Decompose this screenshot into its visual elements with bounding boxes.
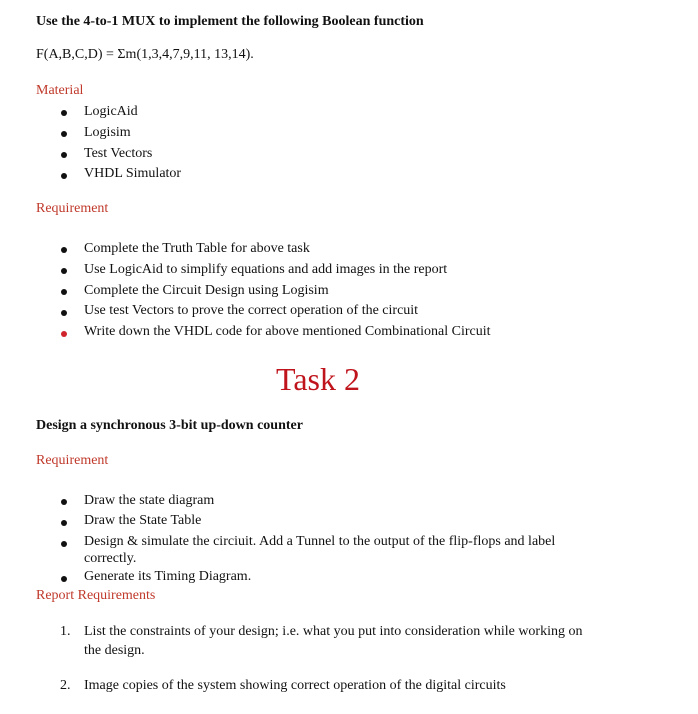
list-item: Generate its Timing Diagram. — [84, 569, 252, 584]
material-label: Material — [36, 83, 84, 98]
list-item-continuation: correctly. — [84, 551, 137, 566]
list-item: Logisim — [84, 125, 131, 140]
list-number: 2. — [60, 678, 71, 693]
bullet-icon — [61, 247, 67, 253]
bullet-icon — [61, 541, 67, 547]
task1-heading: Use the 4-to-1 MUX to implement the following Boolean function — [36, 14, 424, 29]
bullet-icon — [61, 131, 67, 137]
bullet-icon — [61, 520, 67, 526]
list-item-continuation: the design. — [84, 643, 145, 658]
bullet-icon — [61, 173, 67, 179]
bullet-icon — [61, 576, 67, 582]
bullet-icon — [61, 268, 67, 274]
list-item: Complete the Circuit Design using Logisim — [84, 283, 329, 298]
bullet-icon — [61, 152, 67, 158]
requirement-label: Requirement — [36, 201, 109, 216]
list-item: List the constraints of your design; i.e. what you put into consideration while working on — [84, 624, 583, 639]
bullet-icon — [61, 331, 67, 337]
list-item: Image copies of the system showing correct operation of the digital circuits — [84, 678, 506, 693]
list-item: Complete the Truth Table for above task — [84, 241, 310, 256]
list-number: 1. — [60, 624, 71, 639]
bullet-icon — [61, 110, 67, 116]
list-item: VHDL Simulator — [84, 166, 182, 181]
list-item: Write down the VHDL code for above mentioned Combinational Circuit — [84, 324, 491, 339]
report-requirements-label: Report Requirements — [36, 588, 156, 603]
list-item: Draw the state diagram — [84, 493, 215, 508]
task2-heading: Design a synchronous 3-bit up-down counter — [36, 418, 303, 433]
list-item: LogicAid — [84, 104, 138, 119]
list-item: Draw the State Table — [84, 513, 202, 528]
list-item: Design & simulate the circiuit. Add a Tunnel to the output of the flip-flops and label — [84, 534, 556, 549]
list-item: Use LogicAid to simplify equations and add images in the report — [84, 262, 448, 277]
bullet-icon — [61, 499, 67, 505]
list-item: Use test Vectors to prove the correct operation of the circuit — [84, 303, 419, 318]
boolean-function: F(A,B,C,D) = Σm(1,3,4,7,9,11, 13,14). — [36, 47, 254, 62]
bullet-icon — [61, 310, 67, 316]
bullet-icon — [61, 289, 67, 295]
task2-requirement-label: Requirement — [36, 453, 109, 468]
task2-title: Task 2 — [276, 361, 360, 397]
list-item: Test Vectors — [84, 146, 153, 161]
